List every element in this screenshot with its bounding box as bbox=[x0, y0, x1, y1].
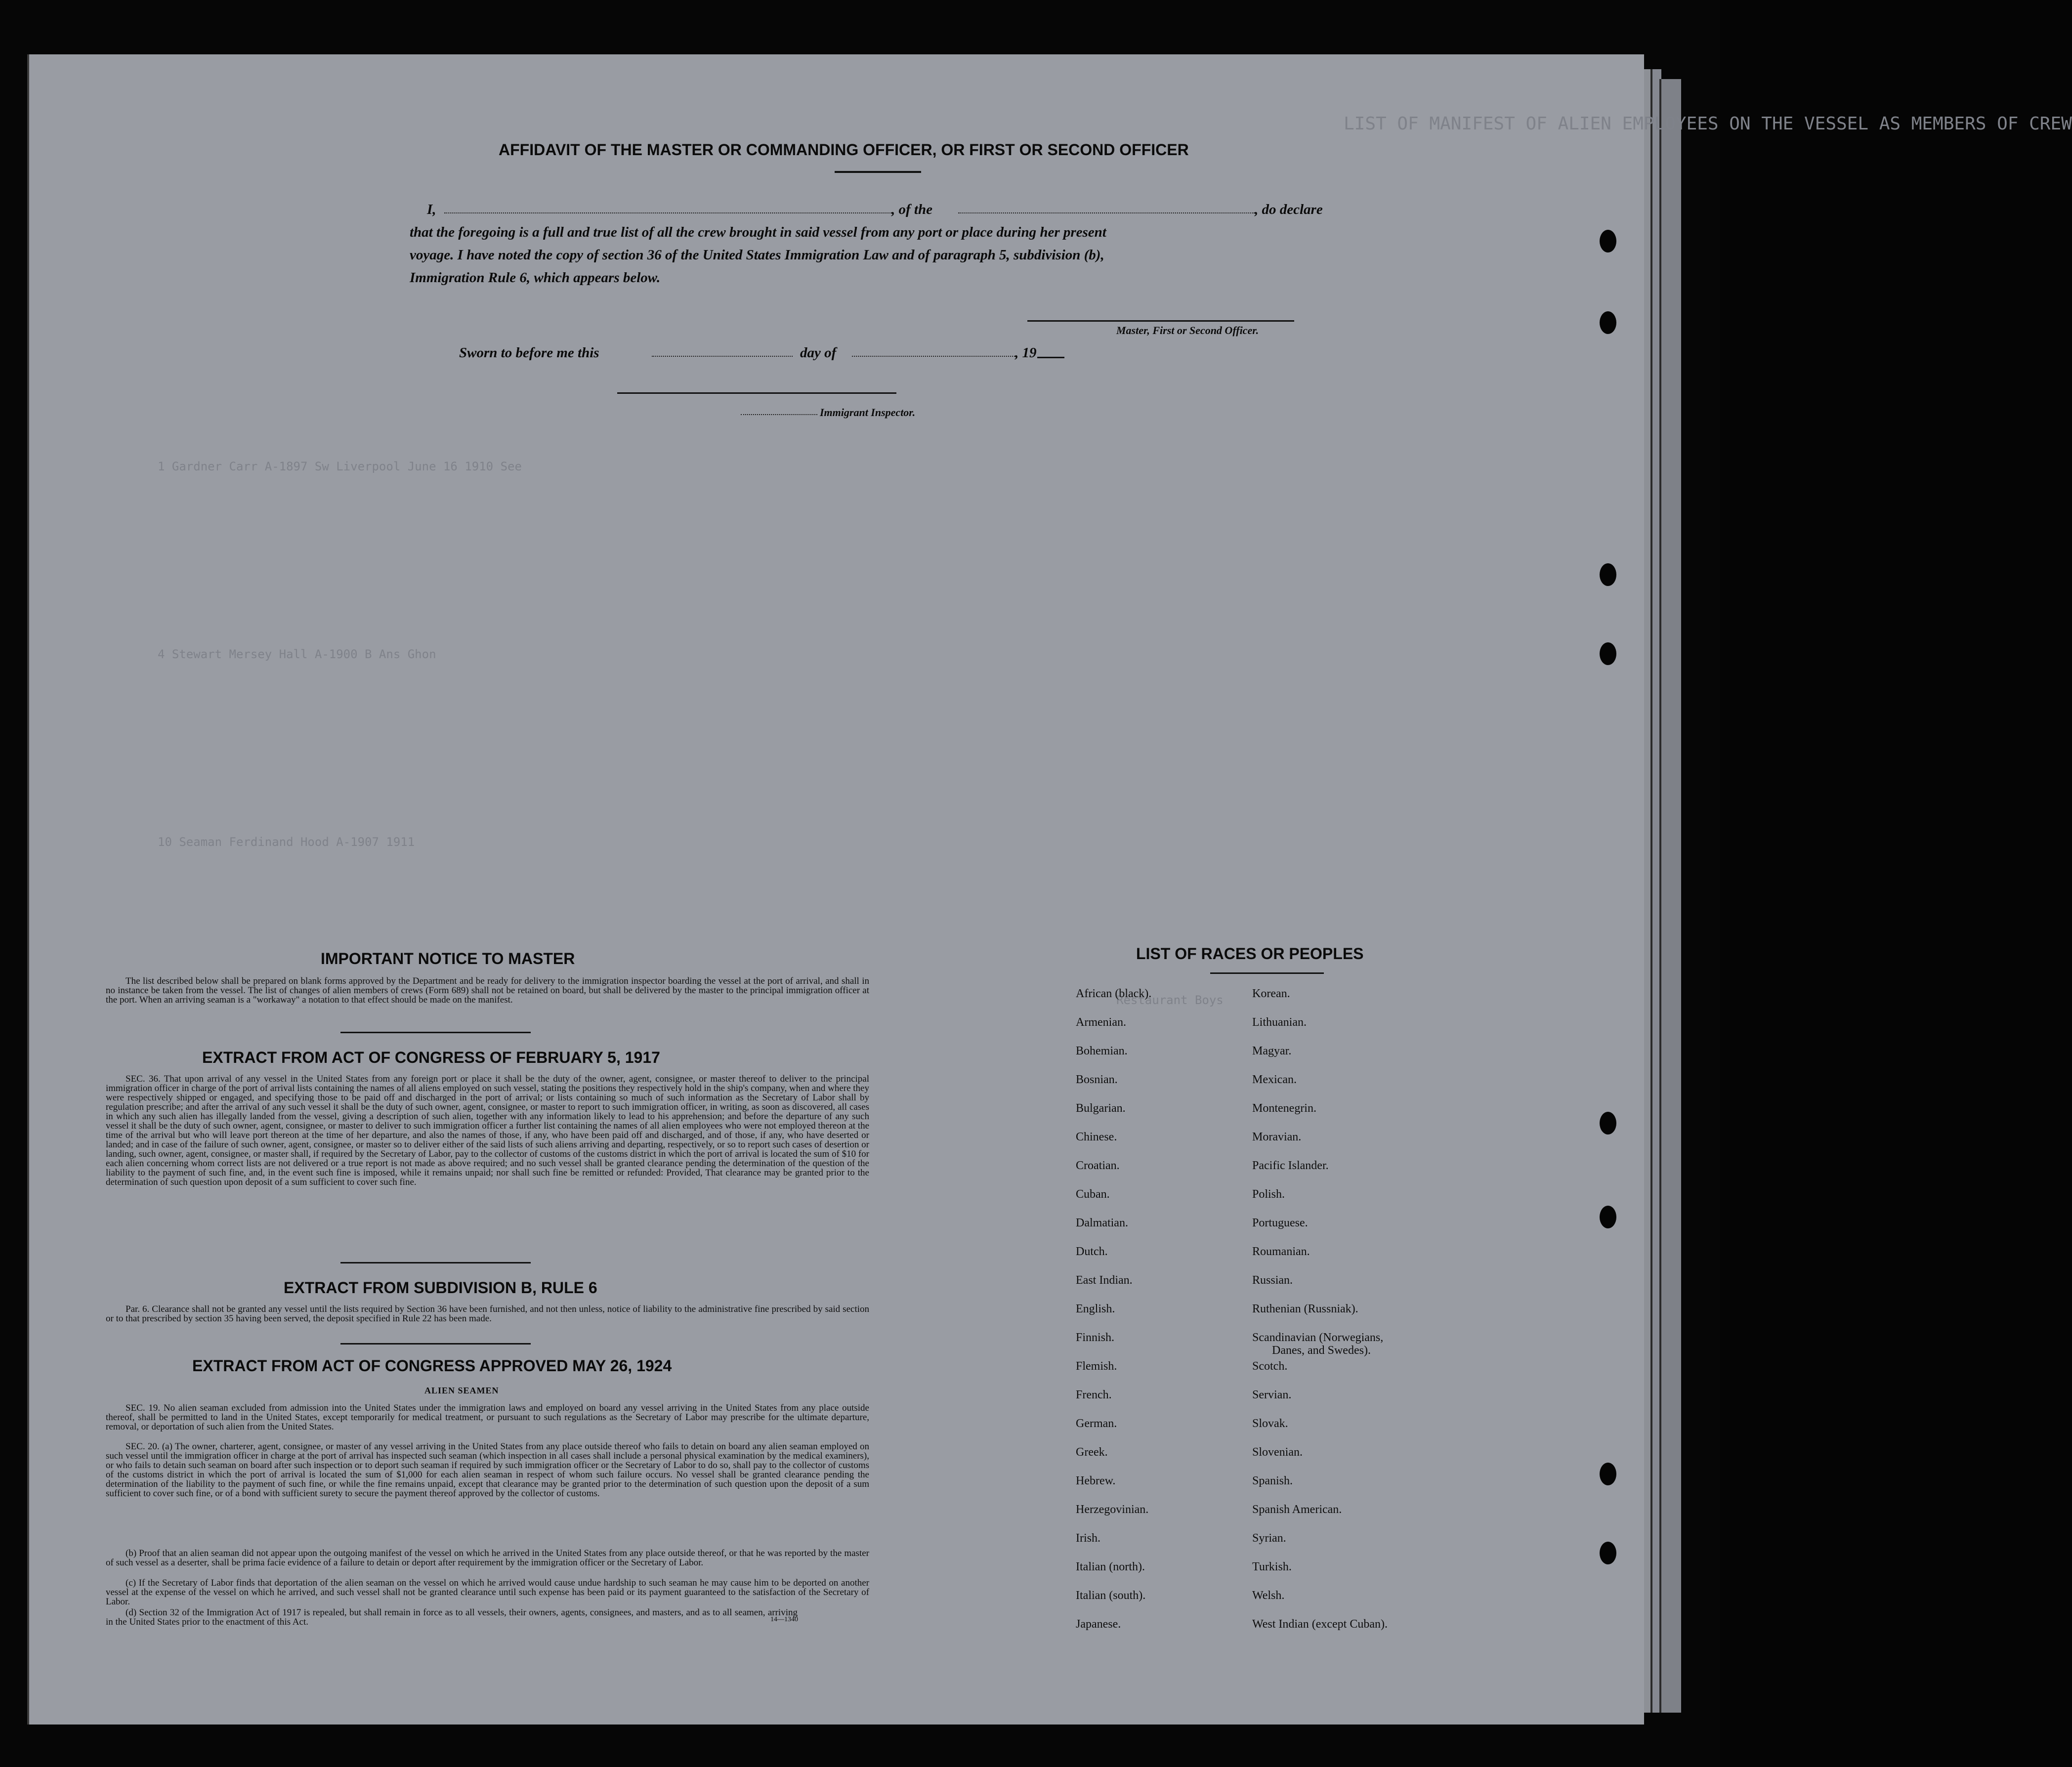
affidavit-of-label: , of the bbox=[891, 202, 932, 217]
race-item: Scotch. bbox=[1252, 1360, 1288, 1373]
race-item: Roumanian. bbox=[1252, 1245, 1310, 1258]
race-item: Bulgarian. bbox=[1076, 1102, 1126, 1115]
bleed-through: 10 Seaman Ferdinand Hood A-1907 1911 bbox=[158, 835, 415, 849]
race-item: French. bbox=[1076, 1388, 1112, 1401]
race-item: Mexican. bbox=[1252, 1073, 1297, 1086]
sec20d-text: (d) Section 32 of the Immigration Act of 1917 is repealed, but shall remain in force as to all vessels, their owners, agents, consignees, and masters, and as to all seamen, arriving in the United States prior to the enactment of this Act. bbox=[106, 1607, 798, 1627]
bleed-through: Restaurant Boys bbox=[1116, 993, 1224, 1007]
race-item: Scandinavian (Norwegians, bbox=[1252, 1331, 1384, 1344]
affidavit-title: AFFIDAVIT OF THE MASTER OR COMMANDING OFFICER, OR FIRST OR SECOND OFFICER bbox=[499, 141, 1189, 159]
punch-hole bbox=[1600, 1206, 1616, 1228]
race-item: Greek. bbox=[1076, 1446, 1108, 1459]
punch-hole bbox=[1600, 642, 1616, 665]
section-rule bbox=[340, 1262, 531, 1263]
races-rule bbox=[1210, 972, 1324, 974]
race-item: African (black). bbox=[1076, 987, 1152, 1000]
sec20a-text: SEC. 20. (a) The owner, charterer, agent, consignee, or master of any vessel arriving in the United States from any place outside thereof who fails to detain on board any alien seaman employed on such vessel until the immigration officer in charge at the port of arrival has inspected such seaman (which inspection in all cases shall include a personal physical examination by the medical examiners), or who fails to detain such seaman on board after such inspection or to deport such seaman if required by such immigration officer or the Secretary of Labor to do so, shall pay to the collector of customs of the customs district in which the port of arrival is located the sum of $1,000 for each alien seaman in respect of whom such failure occurs. No vessel shall be granted clearance pending the determination of the liability to the payment of such fine, or while the fine remains unpaid, except that clearance may be granted prior to the determination of such question upon the deposit of a sum sufficient to cover such fine, or of a bond with sufficient surety to secure the payment thereof approved by the collector of customs. bbox=[106, 1441, 869, 1499]
race-item: Moravian. bbox=[1252, 1131, 1302, 1143]
notice-text: The list described below shall be prepared on blank forms approved by the Department and be ready for delivery to the immigration inspector boarding the vessel at the port of arrival, and shall in no instance be taken from the vessel. The list of changes of alien members of crews (Form 689) shall not be retained on board, but shall be delivered by the master to the principal immigration officer at the port. When an arriving seaman is a "workaway" a notation to that effect should be made on the manifest. bbox=[106, 976, 869, 1005]
race-item: Magyar. bbox=[1252, 1045, 1292, 1057]
race-item: Italian (north). bbox=[1076, 1560, 1145, 1573]
race-item: Portuguese. bbox=[1252, 1217, 1308, 1229]
affidavit-declare-label: , do declare bbox=[1255, 202, 1323, 217]
race-item: Welsh. bbox=[1252, 1589, 1285, 1602]
document-page bbox=[27, 54, 2072, 1725]
master-signature-label: Master, First or Second Officer. bbox=[1116, 324, 1259, 337]
race-item: Bohemian. bbox=[1076, 1045, 1128, 1057]
race-item: Servian. bbox=[1252, 1388, 1292, 1401]
inspector-dotted bbox=[741, 414, 817, 415]
race-item: Polish. bbox=[1252, 1188, 1285, 1201]
race-item: English. bbox=[1076, 1303, 1115, 1315]
bleed-through: 4 Stewart Mersey Hall A-1900 B Ans Ghon bbox=[158, 647, 436, 661]
vessel-name-field[interactable] bbox=[958, 212, 1255, 213]
race-item: Slovak. bbox=[1252, 1417, 1288, 1430]
affidavit-text-line4: Immigration Rule 6, which appears below. bbox=[410, 270, 661, 286]
race-item: Syrian. bbox=[1252, 1532, 1286, 1545]
race-item: Herzegovinian. bbox=[1076, 1503, 1149, 1516]
punch-hole bbox=[1600, 1463, 1616, 1485]
sec20b-text: (b) Proof that an alien seaman did not appear upon the outgoing manifest of the vessel on which he arrived in the United States from any place outside thereof, or that he was reported by the master of such vessel as a deserter, shall be prima facie evidence of a failure to detain or deport after requirement by the immigration officer or the Secretary of Labor. bbox=[106, 1548, 869, 1568]
race-item: Korean. bbox=[1252, 987, 1290, 1000]
day-of-label: day of bbox=[800, 345, 837, 361]
race-item: Finnish. bbox=[1076, 1331, 1115, 1344]
race-item: East Indian. bbox=[1076, 1274, 1133, 1287]
form-number: 14—1340 bbox=[770, 1616, 798, 1623]
sec20c-text: (c) If the Secretary of Labor finds that deportation of the alien seaman on the vessel on which he arrived would cause undue hardship to such seaman he may cause him to be deported on another vessel at the expense of the vessel on which he arrived, and such vessel shall not be granted clearance until such expense has been paid or its payment guaranteed to the satisfaction of the Secretary of Labor. bbox=[106, 1578, 869, 1607]
race-item: Cuban. bbox=[1076, 1188, 1110, 1201]
race-item: Dutch. bbox=[1076, 1245, 1108, 1258]
extract-1924-title: EXTRACT FROM ACT OF CONGRESS APPROVED MAY 26, 1924 bbox=[192, 1357, 672, 1375]
race-item: Chinese. bbox=[1076, 1131, 1117, 1143]
race-item: Lithuanian. bbox=[1252, 1016, 1307, 1029]
race-item-continuation: Danes, and Swedes). bbox=[1272, 1344, 1371, 1357]
sworn-label: Sworn to before me this bbox=[459, 345, 599, 361]
year-field[interactable] bbox=[1037, 357, 1064, 358]
race-item: Bosnian. bbox=[1076, 1073, 1118, 1086]
notice-title: IMPORTANT NOTICE TO MASTER bbox=[321, 950, 575, 968]
extract-1917-title: EXTRACT FROM ACT OF CONGRESS OF FEBRUARY 5, 1917 bbox=[202, 1049, 660, 1066]
race-item: Irish. bbox=[1076, 1532, 1100, 1545]
race-item: Turkish. bbox=[1252, 1560, 1292, 1573]
bleed-through: 1 Gardner Carr A-1897 Sw Liverpool June 16 1910 See bbox=[158, 460, 522, 473]
extract-rule6-title: EXTRACT FROM SUBDIVISION B, RULE 6 bbox=[284, 1279, 597, 1297]
race-item: Hebrew. bbox=[1076, 1474, 1116, 1487]
race-item: Italian (south). bbox=[1076, 1589, 1146, 1602]
affidavit-text-line3: voyage. I have noted the copy of section 36 of the United States Immigration Law and of paragraph 5, subdivision (b), bbox=[410, 247, 1104, 263]
race-item: Dalmatian. bbox=[1076, 1217, 1128, 1229]
race-item: Spanish. bbox=[1252, 1474, 1293, 1487]
race-item: Russian. bbox=[1252, 1274, 1293, 1287]
races-title: LIST OF RACES OR PEOPLES bbox=[1136, 945, 1364, 963]
race-item: Spanish American. bbox=[1252, 1503, 1342, 1516]
extract-1917-text: SEC. 36. That upon arrival of any vessel in the United States from any foreign port or place it shall be the duty of the owner, agent, consignee, or master thereof to deliver to the principal immigration officer in charge of the port of arrival lists containing the names of all aliens employed on such vessel, stating the positions they respectively hold in the ship's company, when and where they were respectively shipped or engaged, and specifying those to be paid off and discharged in the port of arrival; or lists containing so much of such information as the Secretary of Labor shall by regulation prescribe; and after the arrival of any such vessel it shall be the duty of such owner, agent, consignee, or master to report to such immigration officer, in writing, as soon as discovered, all cases in which any such alien has illegally landed from the vessel, giving a description of such alien, together with any information likely to lead to his apprehension; and before the departure of any such vessel it shall be the duty of such owner, agent, consignee, or master to deliver to such immigration officer a further list containing the names of all alien employees who were not employed thereon at the time of the arrival but who will leave port thereon at the time of her departure, and also the names of those, if any, who have been paid off and discharged, and of those, if any, who have deserted or landed; and in case of the failure of such owner, agent, consignee, or master so to deliver either of the said lists of such aliens arriving and departing, respectively, or so to report such cases of desertion or landing, such owner, agent, consignee, or master shall, if required by the Secretary of Labor, pay to the collector of customs of the customs district in which the port of arrival is located the sum of $10 for each alien concerning whom correct lists are not delivered or a true report is not made as above required; and no such vessel shall be granted clearance pending the determination of the question of the liability to the payment of such fine, and, in the event such fine is imposed, while it remains unpaid; nor shall such fine be remitted or refunded: Provided, That clearance may be granted prior to the determination of such question upon deposit of a sum sufficient to cover such fine. bbox=[106, 1074, 869, 1187]
race-item: Croatian. bbox=[1076, 1159, 1120, 1172]
inspector-signature-line[interactable] bbox=[617, 392, 896, 394]
title-rule bbox=[835, 171, 921, 173]
punch-hole bbox=[1600, 1542, 1616, 1564]
section-rule bbox=[340, 1032, 531, 1033]
punch-hole bbox=[1600, 311, 1616, 334]
page-edge bbox=[1659, 79, 1681, 1713]
race-item: German. bbox=[1076, 1417, 1117, 1430]
sworn-day-field[interactable] bbox=[652, 356, 793, 357]
section-rule bbox=[340, 1343, 531, 1345]
race-item: West Indian (except Cuban). bbox=[1252, 1618, 1388, 1631]
inspector-label: Immigrant Inspector. bbox=[820, 406, 916, 419]
punch-hole bbox=[1600, 563, 1616, 586]
punch-hole bbox=[1600, 230, 1616, 252]
race-item: Pacific Islander. bbox=[1252, 1159, 1329, 1172]
extract-rule6-text: Par. 6. Clearance shall not be granted any vessel until the lists required by Section 36 have been furnished, and not then unless, notice of liability to the administrative fine prescribed by said section or to that prescribed by section 35 having been served, the deposit specified in Rule 22 has been made. bbox=[106, 1304, 869, 1324]
year-label: , 19 bbox=[1015, 345, 1037, 361]
race-item: Slovenian. bbox=[1252, 1446, 1303, 1459]
race-item: Armenian. bbox=[1076, 1016, 1126, 1029]
affidavit-text-line2: that the foregoing is a full and true list of all the crew brought in said vessel from any port or place during her present bbox=[410, 224, 1106, 240]
race-item: Flemish. bbox=[1076, 1360, 1117, 1373]
master-name-field[interactable] bbox=[444, 212, 891, 213]
alien-seamen-subtitle: ALIEN SEAMEN bbox=[424, 1386, 499, 1395]
master-signature-line[interactable] bbox=[1027, 320, 1294, 322]
bleed-through: LIST OF MANIFEST OF ALIEN EMPLOYEES ON THE VESSEL AS MEMBERS OF CREW bbox=[1344, 114, 2072, 134]
race-item: Ruthenian (Russniak). bbox=[1252, 1303, 1358, 1315]
affidavit-i-label: I, bbox=[427, 202, 436, 217]
race-item: Japanese. bbox=[1076, 1618, 1121, 1631]
sec19-text: SEC. 19. No alien seaman excluded from admission into the United States under the immigration laws and employed on board any vessel arriving in the United States from any place outside thereof, shall be permitted to land in the United States, except temporarily for medical treatment, or pursuant to such regulations as the Secretary of Labor may prescribe for the ultimate departure, removal, or deportation of such alien from the United States. bbox=[106, 1403, 869, 1432]
sworn-month-field[interactable] bbox=[852, 356, 1015, 357]
race-item: Montenegrin. bbox=[1252, 1102, 1316, 1115]
punch-hole bbox=[1600, 1112, 1616, 1135]
